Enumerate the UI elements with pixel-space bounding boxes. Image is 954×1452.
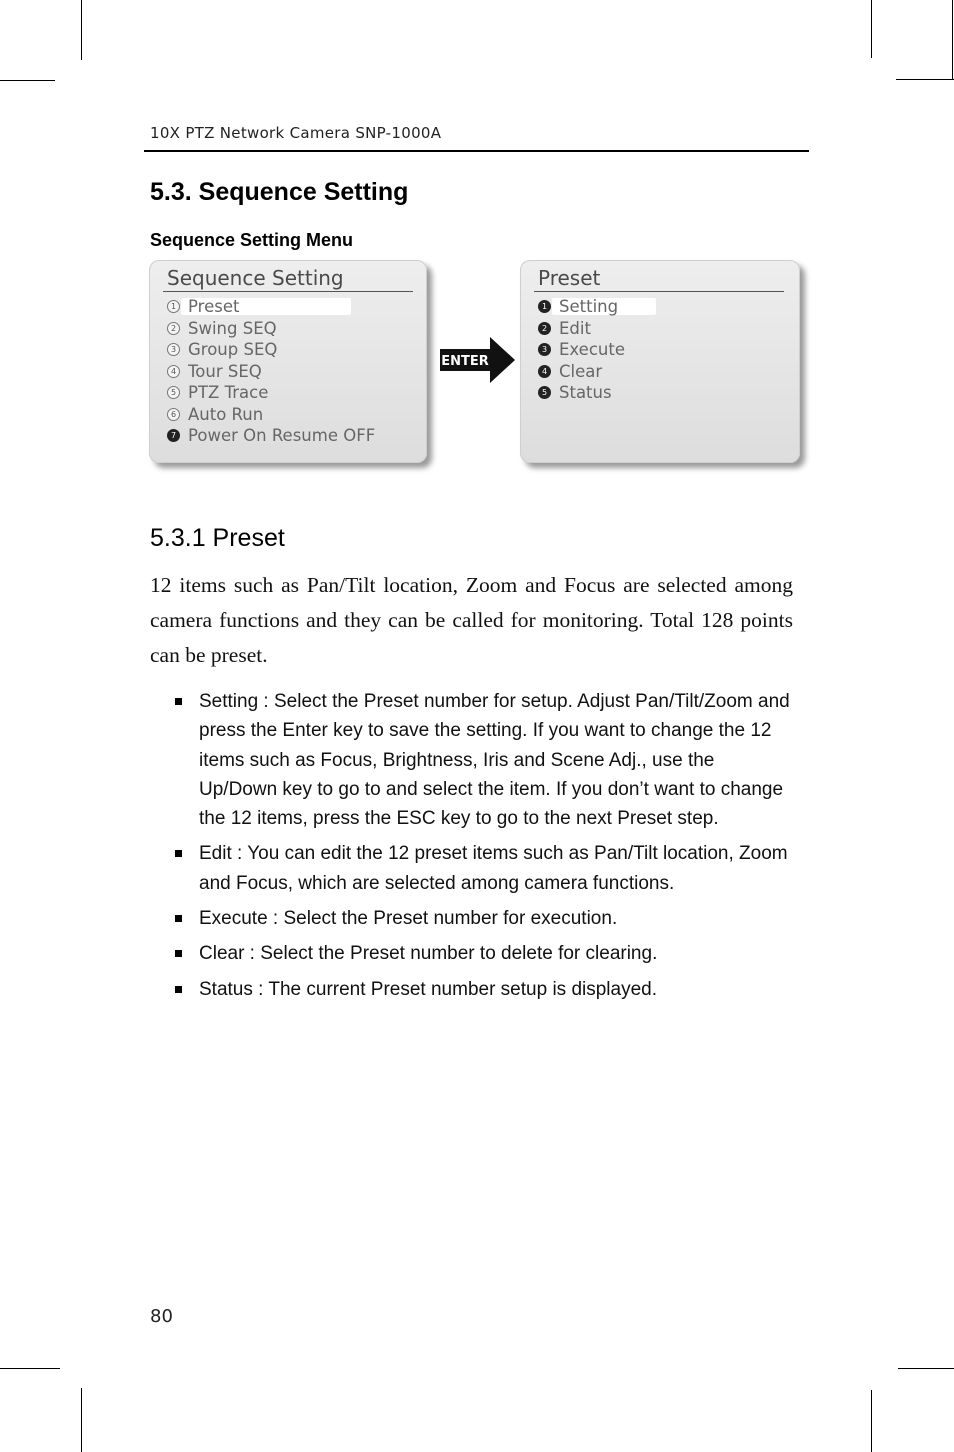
crop-mark [871, 1390, 872, 1452]
square-bullet-icon [175, 986, 182, 993]
bullet-item: Setting : Select the Preset number for setup. Adjust Pan/Tilt/Zoom and press the Enter key to save the setting. If you want to change the 12 items such as Focus, Brightness, Iris and Scene Adj., use the Up/Down key to go to and select the item. If you don’t want to change the 12 items, press the ESC key to go to the next Preset step. [175, 687, 795, 833]
menu-caption: Sequence Setting Menu [150, 230, 354, 250]
running-header: 10X PTZ Network Camera SNP-1000A [150, 124, 442, 142]
circled-number-icon: 5 [538, 386, 551, 399]
page-number: 80 [150, 1306, 173, 1327]
circled-number-icon: 4 [538, 365, 551, 378]
enter-label: ENTER [441, 354, 489, 369]
menu-item-execute: 3 Execute [538, 339, 625, 361]
menu-item-swing-seq: 2 Swing SEQ [167, 318, 375, 340]
circled-number-icon: 1 [167, 300, 180, 313]
circled-number-icon: 2 [167, 322, 180, 335]
menu-item-ptz-trace: 5 PTZ Trace [167, 382, 375, 404]
menu-item-clear: 4 Clear [538, 361, 625, 383]
bullet-item: Edit : You can edit the 12 preset items such as Pan/Tilt location, Zoom and Focus, which are selected among camera functions. [175, 839, 795, 898]
crop-mark [0, 1368, 60, 1369]
menu-item-tour-seq: 4 Tour SEQ [167, 361, 375, 383]
menu-item-auto-run: 6 Auto Run [167, 404, 375, 426]
crop-mark [81, 0, 82, 60]
menu-item-setting: 1 Setting [538, 296, 625, 318]
crop-mark [898, 1368, 954, 1369]
subsection-title: 5.3.1 Preset [150, 524, 285, 552]
bullet-item: Clear : Select the Preset number to delete for clearing. [175, 939, 795, 968]
square-bullet-icon [175, 698, 182, 705]
crop-mark [896, 79, 954, 80]
circled-number-icon: 2 [538, 322, 551, 335]
menu-item-edit: 2 Edit [538, 318, 625, 340]
circled-number-icon: 3 [538, 343, 551, 356]
circled-number-icon: 6 [167, 408, 180, 421]
header-rule [144, 150, 809, 152]
circled-number-icon: 1 [538, 300, 551, 313]
circled-number-icon: 5 [167, 386, 180, 399]
crop-mark [0, 80, 55, 81]
menu-item-status: 5 Status [538, 382, 625, 404]
menu-divider [534, 291, 784, 292]
section-title: 5.3. Sequence Setting [150, 178, 409, 206]
bullet-item: Status : The current Preset number setup is displayed. [175, 975, 795, 1004]
bullet-list [175, 687, 795, 1010]
crop-mark [871, 0, 872, 58]
crop-mark [81, 1388, 82, 1452]
body-paragraph: 12 items such as Pan/Tilt location, Zoom and Focus are selected among camera functions and they can be called for monitoring. Total 128 points can be preset. [150, 573, 793, 667]
square-bullet-icon [175, 850, 182, 857]
menu-list [538, 296, 625, 404]
sequence-setting-menu-panel [149, 260, 427, 463]
menu-title: Preset [538, 266, 601, 290]
bullet-item: Execute : Select the Preset number for execution. [175, 904, 795, 933]
menu-list [167, 296, 375, 447]
circled-number-icon: 4 [167, 365, 180, 378]
square-bullet-icon [175, 950, 182, 957]
enter-arrow-icon [440, 337, 515, 383]
menu-item-preset: 1 Preset [167, 296, 375, 318]
preset-menu-panel [520, 260, 800, 463]
circled-number-icon: 3 [167, 343, 180, 356]
menu-item-power-on-resume: 7 Power On Resume OFF [167, 425, 375, 447]
circled-number-icon: 7 [167, 429, 180, 442]
crop-mark [952, 0, 953, 80]
square-bullet-icon [175, 915, 182, 922]
menu-title: Sequence Setting [167, 266, 344, 290]
menu-divider [163, 291, 413, 292]
menu-item-group-seq: 3 Group SEQ [167, 339, 375, 361]
